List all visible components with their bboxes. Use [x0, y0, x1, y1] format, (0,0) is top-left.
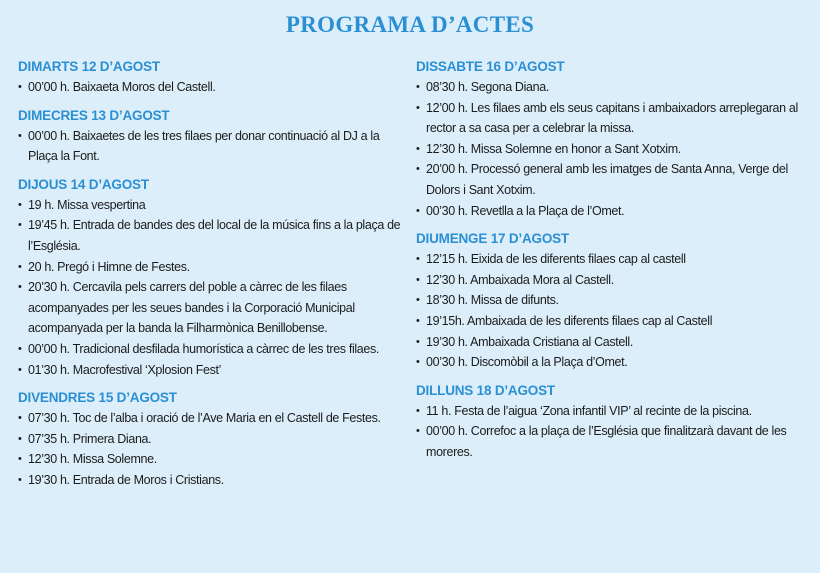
day-block [18, 58, 408, 98]
event-list [18, 126, 408, 167]
event-list [416, 77, 808, 221]
event-item: • 11 h. Festa de l’aigua ‘Zona infantil VIP’ al recinte de la piscina. [416, 401, 808, 422]
event-item: • 00’30 h. Revetlla a la Plaça de l’Omet. [416, 201, 808, 222]
event-item: • 19’45 h. Entrada de bandes des del local de la música fins a la plaça de l’Església. [18, 215, 408, 256]
day-heading: DIUMENGE 17 D’AGOST [416, 231, 569, 247]
event-item: • 12’30 h. Missa Solemne. [18, 449, 408, 470]
event-item: • 19’15h. Ambaixada de les diferents filaes cap al Castell [416, 311, 808, 332]
event-item: • 08’30 h. Segona Diana. [416, 77, 808, 98]
day-heading: DIVENDRES 15 D’AGOST [18, 390, 177, 406]
day-heading: DIMARTS 12 D’AGOST [18, 59, 160, 74]
day-block [416, 382, 808, 463]
day-block [18, 176, 408, 380]
right-column [416, 58, 808, 472]
day-heading: DILLUNS 18 D’AGOST [416, 382, 555, 398]
event-item: • 20’00 h. Processó general amb les imatges de Santa Anna, Verge del Dolors i Sant Xotxim. [416, 159, 808, 200]
event-item: • 12’15 h. Eixida de les diferents filaes cap al castell [416, 249, 808, 270]
page-title: PROGRAMA D’ACTES [285, 12, 535, 37]
event-list [18, 77, 408, 98]
event-list [18, 195, 408, 380]
event-item: • 01’30 h. Macrofestival ‘Xplosion Fest’ [18, 360, 408, 381]
event-item: • 00’30 h. Discomòbil a la Plaça d’Omet. [416, 352, 808, 373]
event-item: • 12’30 h. Missa Solemne en honor a Sant Xotxim. [416, 139, 808, 160]
event-item: • 12’00 h. Les filaes amb els seus capitans i ambaixadors arreplegaran al rector a sa casa per a celebrar la missa. [416, 98, 808, 139]
event-item: • 00’00 h. Baixaetes de les tres filaes per donar continuació al DJ a la Plaça la Font. [18, 126, 408, 167]
event-list [416, 401, 808, 463]
day-block [416, 58, 808, 221]
event-item: • 07’30 h. Toc de l’alba i oració de l’Ave Maria en el Castell de Festes. [18, 408, 408, 429]
event-item: • 19’30 h. Entrada de Moros i Cristians. [18, 470, 408, 491]
event-item: • 20’30 h. Cercavila pels carrers del poble a càrrec de les filaes acompanyades per les seues bandes i la Corporació Municipal acompanyada per la banda la Filharmònica Benillobense. [18, 277, 408, 339]
event-item: • 12’30 h. Ambaixada Mora al Castell. [416, 270, 808, 291]
event-list [18, 408, 408, 490]
event-item: • 18’30 h. Missa de difunts. [416, 290, 808, 311]
day-block [18, 389, 408, 490]
event-item: • 19 h. Missa vespertina [18, 195, 408, 216]
event-item: • 19’30 h. Ambaixada Cristiana al Castell. [416, 332, 808, 353]
day-heading: DIJOUS 14 D’AGOST [18, 176, 149, 192]
event-item: • 07’35 h. Primera Diana. [18, 429, 408, 450]
day-heading: DISSABTE 16 D’AGOST [416, 59, 565, 74]
event-list [416, 249, 808, 373]
event-item: • 00’00 h. Tradicional desfilada humorística a càrrec de les tres filaes. [18, 339, 408, 360]
event-item: • 00’00 h. Baixaeta Moros del Castell. [18, 77, 408, 98]
left-column [18, 58, 408, 500]
day-block [416, 230, 808, 373]
event-item: • 20 h. Pregó i Himne de Festes. [18, 257, 408, 278]
day-block [18, 107, 408, 167]
event-item: • 00’00 h. Correfoc a la plaça de l’Església que finalitzarà davant de les moreres. [416, 421, 808, 462]
day-heading: DIMECRES 13 D’AGOST [18, 107, 170, 123]
